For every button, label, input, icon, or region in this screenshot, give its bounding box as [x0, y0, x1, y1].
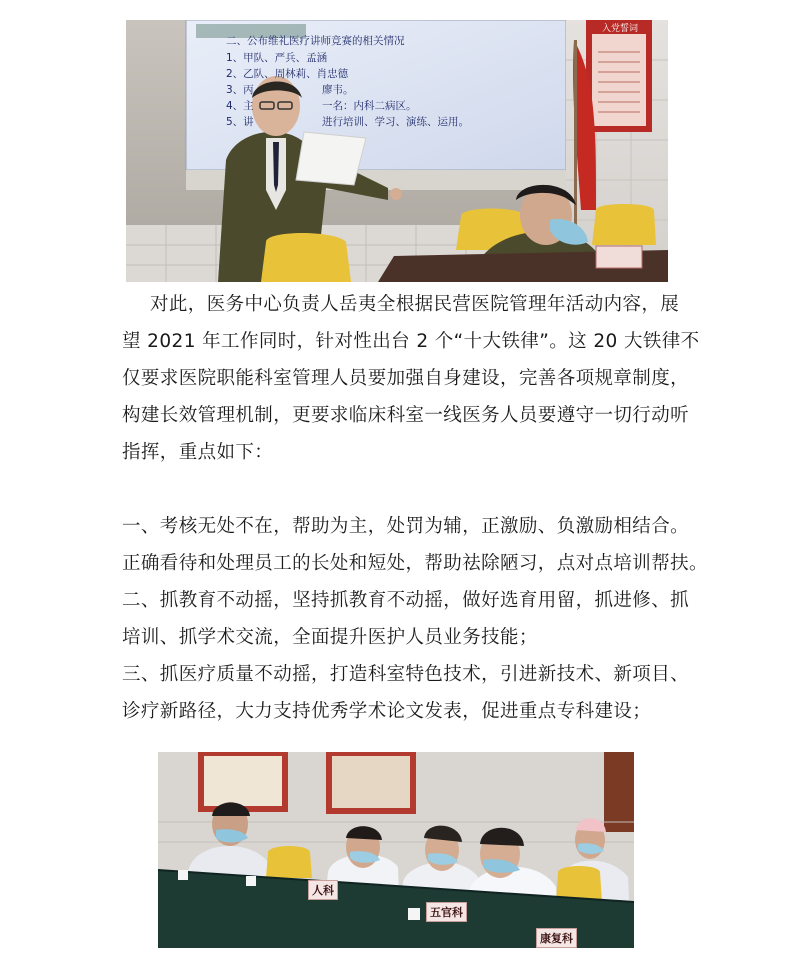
- text-line: 诊疗新路径，大力支持优秀学术论文发表，促进重点专科建设；: [122, 701, 652, 722]
- name-card: 康复科: [536, 928, 577, 948]
- text-line: 望 2021 年工作同时，针对性出台 2 个“十大铁律”。这 20 大铁律不: [122, 331, 700, 352]
- speaker-photo: [126, 20, 668, 282]
- text-line: 一、考核无处不在，帮助为主，处罚为辅，正激励、负激励相结合。: [122, 516, 690, 537]
- paragraph-point-2: [122, 582, 690, 656]
- text-line: 三、抓医疗质量不动摇，打造科室特色技术，引进新技术、新项目、: [122, 664, 690, 685]
- text-line: 对此，医务中心负责人岳夷全根据民营医院管理年活动内容，展: [150, 294, 680, 315]
- text-line: 二、抓教育不动摇，坚持抓教育不动摇，做好选育用留，抓进修、抓: [122, 590, 690, 611]
- speaker-photo-illustration: [126, 20, 668, 282]
- banner-title: 入党誓词: [602, 24, 639, 34]
- text-line: 培训、抓学术交流，全面提升医护人员业务技能；: [122, 627, 538, 648]
- slide-line-5-fragment: 进行培训、学习、演练、运用。: [322, 116, 469, 128]
- text-line: 指挥，重点如下：: [122, 442, 274, 463]
- slide-line-5: 5、讲: [226, 116, 254, 128]
- audience-photo: [158, 752, 634, 948]
- slide-heading: 二、公布维礼医疗讲师竞赛的相关情况: [226, 35, 405, 47]
- paragraph-point-3: [122, 656, 690, 730]
- slide-line-4-fragment: 一名：内科二病区。: [322, 100, 417, 112]
- slide-line-3: 3、丙: [226, 84, 254, 96]
- slide-line-1: 1、甲队、严兵、孟涵: [226, 52, 328, 64]
- slide-line-3-fragment: 廖韦。: [322, 84, 354, 96]
- name-card: 五官科: [426, 902, 467, 922]
- text-line: 正确看待和处理员工的长处和短处，帮助祛除陋习，点对点培训帮扶。: [122, 553, 708, 574]
- slide-line-2: 2、乙队、周林莉、肖忠德: [226, 68, 349, 80]
- paragraph-point-1: [122, 508, 708, 582]
- slide-line-4: 4、主: [226, 100, 254, 112]
- name-card: 人科: [308, 880, 338, 900]
- paragraph-intro: [122, 286, 700, 471]
- text-line: 仅要求医院职能科室管理人员要加强自身建设，完善各项规章制度，: [122, 368, 690, 389]
- audience-photo-illustration: [158, 752, 634, 948]
- text-line: 构建长效管理机制，更要求临床科室一线医务人员要遵守一切行动听: [122, 405, 690, 426]
